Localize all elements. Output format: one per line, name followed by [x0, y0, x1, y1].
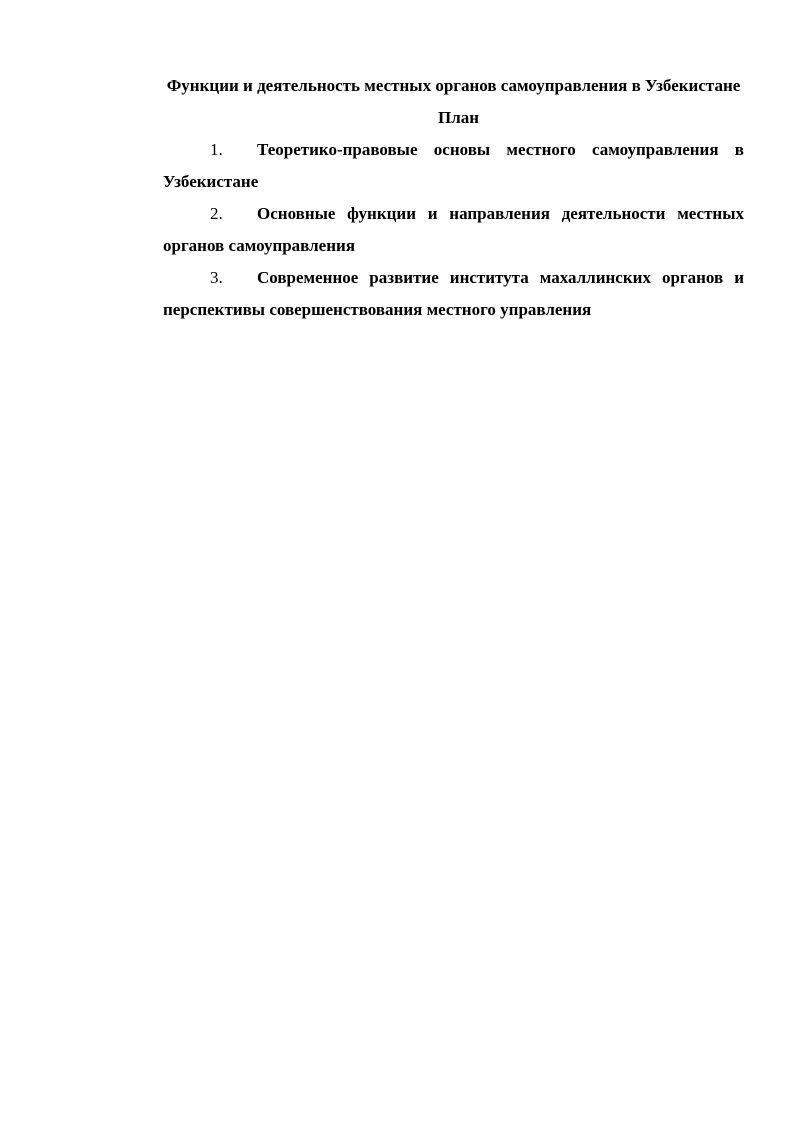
plan-item-text: Основные функции и направления деятельности местных органов самоуправления: [163, 204, 744, 255]
plan-item-number: 3.: [210, 268, 223, 287]
plan-heading: План: [437, 108, 480, 127]
plan-item-number: 1.: [210, 140, 223, 159]
plan-item-3: [163, 262, 744, 326]
plan-item-text: Современное развитие института махаллинских органов и перспективы совершенствования местного управления: [163, 268, 744, 319]
document-title: Функции и деятельность местных органов самоуправления в Узбекистане: [166, 76, 741, 95]
plan-item-number: 2.: [210, 204, 223, 223]
plan-item-text: Теоретико-правовые основы местного самоуправления в Узбекистане: [163, 140, 744, 191]
plan-item-1: [163, 134, 744, 198]
plan-item-2: [163, 198, 744, 262]
page-content: [163, 70, 744, 326]
plan-list: [163, 134, 744, 326]
